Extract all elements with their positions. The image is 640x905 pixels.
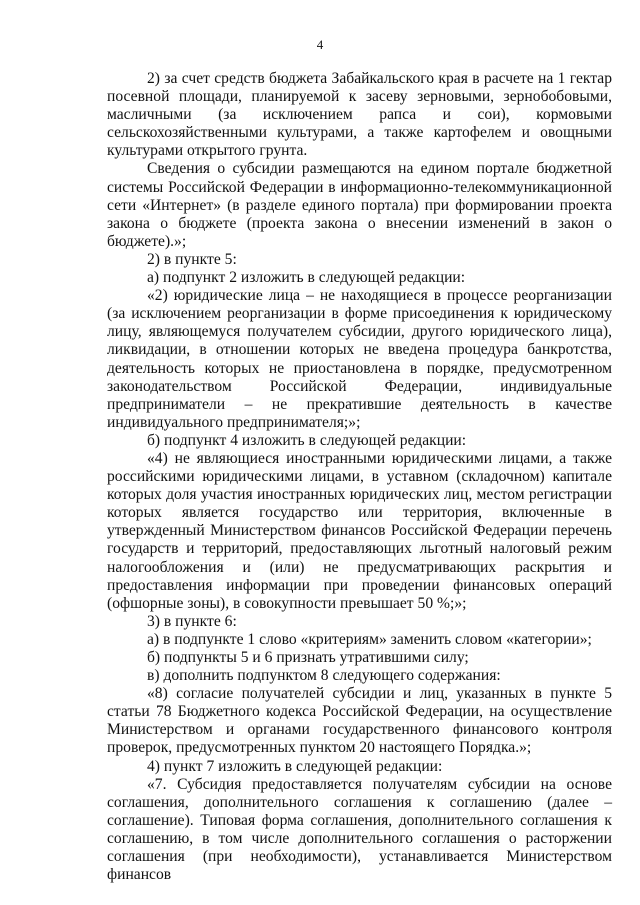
paragraph: 2) в пункте 5: [147, 250, 237, 268]
paragraph: 2) за счет средств бюджета Забайкальского края в расчете на 1 гектар посевной площади, планируемой к засеву зерновыми, зернобобовыми, масличными (за исключением рапса и сои), кормовыми сельскохозяйственными культурами, а также картофелем и овощными культурами открытого грунта. [107, 70, 612, 160]
document-body [107, 70, 612, 884]
paragraph: Сведения о субсидии размещаются на едином портале бюджетной системы Российской Федерации в информационно-телекоммуникационной сети «Интернет» (в разделе единого портала) при формировании проекта закона о бюджете (проекта закона о внесении изменений в закон о бюджете).»; [107, 160, 612, 250]
paragraph: «4) не являющиеся иностранными юридическими лицами, а также российскими юридическими лицами, в уставном (складочном) капитале которых доля участия иностранных юридических лиц, местом регистрации которых является государство или территория, включенные в утвержденный Министерством финансов Российской Федерации перечень государств и территорий, предоставляющих льготный налоговый режим налогообложения и (или) не предусматривающих раскрытия и предоставления информации при проведении финансовых операций (офшорные зоны), в совокупности превышает 50 %;»; [107, 449, 612, 612]
page-number: 4 [316, 37, 324, 52]
paragraph: а) подпункт 2 изложить в следующей редакции: [147, 269, 466, 287]
paragraph: «8) согласие получателей субсидии и лиц, указанных в пункте 5 статьи 78 Бюджетного кодекса Российской Федерации, на осуществление Министерством и органами государственного финансового контроля проверок, предусмотренных пунктом 20 настоящего Порядка.»; [107, 685, 612, 757]
paragraph: б) подпункты 5 и 6 признать утратившими силу; [147, 649, 469, 666]
paragraph: а) в подпункте 1 слово «критериям» заменить словом «категории»; [147, 630, 592, 648]
paragraph: 3) в пункте 6: [147, 612, 237, 630]
paragraph: 4) пункт 7 изложить в следующей редакции: [147, 757, 443, 775]
paragraph: «7. Субсидия предоставляется получателям субсидии на основе соглашения, дополнительного соглашения к соглашению (далее – соглашение). Типовая форма соглашения, дополнительного соглашения к соглашению, в том числе дополнительного соглашения о расторжении соглашения (при необходимости), устанавливается Министерством финансов [107, 775, 612, 884]
paragraph: «2) юридические лица – не находящиеся в процессе реорганизации (за исключением реорганизации в форме присоединения к юридическому лицу, являющемуся получателем субсидии, другого юридического лица), ликвидации, в отношении которых не введена процедура банкротства, деятельность которых не приостановлена в порядке, предусмотренном законодательством Российской Федерации, индивидуальные предприниматели – не прекратившие деятельность в качестве индивидуального предпринимателя;»; [107, 287, 612, 431]
paragraph: б) подпункт 4 изложить в следующей редакции: [147, 431, 467, 449]
paragraph: в) дополнить подпунктом 8 следующего содержания: [147, 667, 501, 685]
